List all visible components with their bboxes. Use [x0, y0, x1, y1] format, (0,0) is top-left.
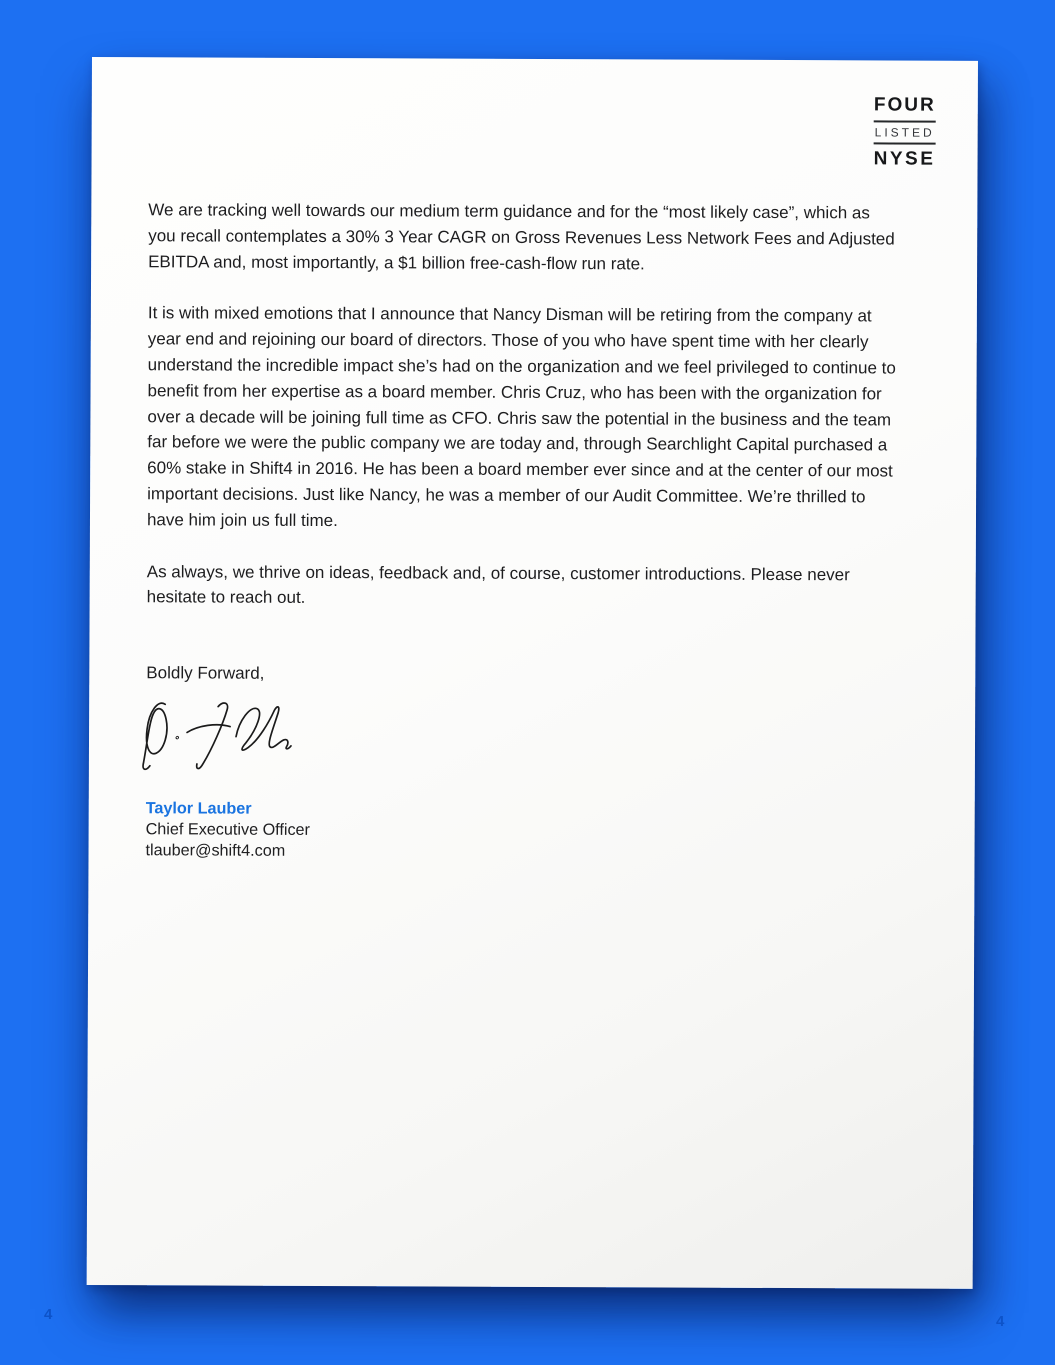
- page-number-bottom-left: 4: [44, 1306, 53, 1323]
- logo-exchange-nyse: NYSE: [873, 148, 936, 170]
- signer-name: Taylor Lauber: [145, 799, 252, 818]
- handwritten-signature-image: [142, 700, 302, 783]
- logo-listed-label: LISTED: [874, 120, 936, 144]
- letter-body: [145, 197, 901, 864]
- letter-page: [87, 57, 978, 1289]
- paragraph-cfo-transition: It is with mixed emotions that I announce that Nancy Disman will be retiring from the company at year end and rejoining our board of directors. Those of you who have spent time with her clearly understand the incredible impact she’s had on the organization and we feel privileged to continue to benefit from her expertise as a board member. Chris Cruz, who has been with the organization for over a decade will be joining full time as CFO. Chris saw the potential in the business and the team far before we were the public company we are today and, through Searchlight Capital purchased a 60% stake in Shift4 in 2016. He has been a board member ever since and at the center of our most important decisions. Just like Nancy, he was a member of our Audit Committee. We’re thrilled to have him join us full time.: [146, 303, 896, 530]
- nyse-listing-logo: [873, 94, 935, 170]
- page-number-bottom-right: 4: [996, 1313, 1005, 1330]
- signature-block: [145, 798, 898, 864]
- closing-salutation: Boldly Forward,: [146, 663, 265, 683]
- paragraph-feedback: As always, we thrive on ideas, feedback and, of course, customer introductions. Please never hesitate to reach out.: [146, 561, 850, 608]
- signer-email: tlauber@shift4.com: [145, 841, 286, 860]
- paragraph-guidance: We are tracking well towards our medium term guidance and for the “most likely case”, which as you recall contemplates a 30% 3 Year CAGR on Gross Revenues Less Network Fees and Adjusted EBITDA and, most importantly, a $1 billion free-cash-flow run rate.: [148, 200, 895, 274]
- logo-ticker-four: FOUR: [873, 94, 936, 116]
- signer-title: Chief Executive Officer: [145, 820, 311, 839]
